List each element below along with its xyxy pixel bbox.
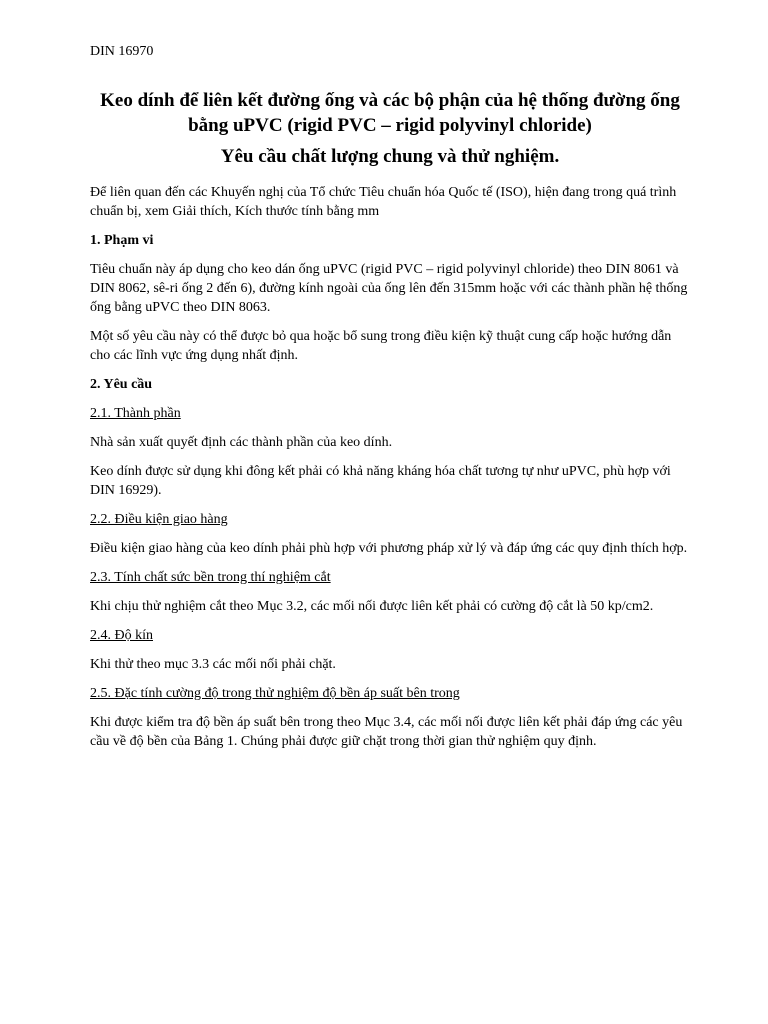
scope-paragraph-2: Một số yêu cầu này có thể được bỏ qua hoặc bổ sung trong điều kiện kỹ thuật cung cấp hoặc hướng dẫn cho các lĩnh vực ứng dụng nhất định. bbox=[90, 329, 672, 363]
document-page bbox=[90, 44, 690, 761]
document-title: Keo dính để liên kết đường ống và các bộ phận của hệ thống đường ống bằng uPVC (rigid PVC – rigid polyvinyl chloride) bbox=[100, 90, 680, 136]
composition-paragraph-1: Nhà sản xuất quyết định các thành phần của keo dính. bbox=[90, 435, 393, 450]
pressure-paragraph: Khi được kiểm tra độ bền áp suất bên trong theo Mục 3.4, các mối nối được liên kết phải đáp ứng các yêu cầu về độ bền của Bảng 1. Chúng phải được giữ chặt trong thời gian thử nghiệm quy định. bbox=[90, 715, 683, 749]
shear-paragraph: Khi chịu thử nghiệm cắt theo Mục 3.2, các mối nối được liên kết phải có cường độ cắt là 50 kp/cm2. bbox=[90, 599, 654, 614]
subsection-heading-composition: 2.1. Thành phần bbox=[90, 406, 181, 421]
subsection-heading-shear: 2.3. Tính chất sức bền trong thí nghiệm cắt bbox=[90, 570, 331, 585]
composition-paragraph-2: Keo dính được sử dụng khi đông kết phải có khả năng kháng hóa chất tương tự như uPVC, phù hợp với DIN 16929). bbox=[90, 464, 671, 498]
tightness-paragraph: Khi thử theo mục 3.3 các mối nối phải chặt. bbox=[90, 657, 336, 672]
section-heading-requirements: 2. Yêu cầu bbox=[90, 377, 153, 392]
document-subtitle: Yêu cầu chất lượng chung và thử nghiệm. bbox=[220, 146, 560, 167]
section-heading-scope: 1. Phạm vi bbox=[90, 233, 154, 248]
delivery-paragraph: Điều kiện giao hàng của keo dính phải phù hợp với phương pháp xử lý và đáp ứng các quy định thích hợp. bbox=[90, 541, 688, 556]
document-code: DIN 16970 bbox=[90, 44, 154, 59]
subsection-heading-tightness: 2.4. Độ kín bbox=[90, 628, 153, 643]
intro-paragraph: Để liên quan đến các Khuyến nghị của Tổ chức Tiêu chuẩn hóa Quốc tế (ISO), hiện đang trong quá trình chuẩn bị, xem Giải thích, Kích thước tính bằng mm bbox=[90, 185, 677, 219]
scope-paragraph-1: Tiêu chuẩn này áp dụng cho keo dán ống uPVC (rigid PVC – rigid polyvinyl chloride) theo DIN 8061 và DIN 8062, sê-ri ống 2 đến 6), đường kính ngoài của ống lên đến 315mm hoặc với các thành phần hệ thống ống bằng uPVC theo DIN 8063. bbox=[90, 262, 688, 315]
subsection-heading-delivery: 2.2. Điều kiện giao hàng bbox=[90, 512, 228, 527]
subsection-heading-pressure: 2.5. Đặc tính cường độ trong thử nghiệm độ bền áp suất bên trong bbox=[90, 686, 460, 701]
